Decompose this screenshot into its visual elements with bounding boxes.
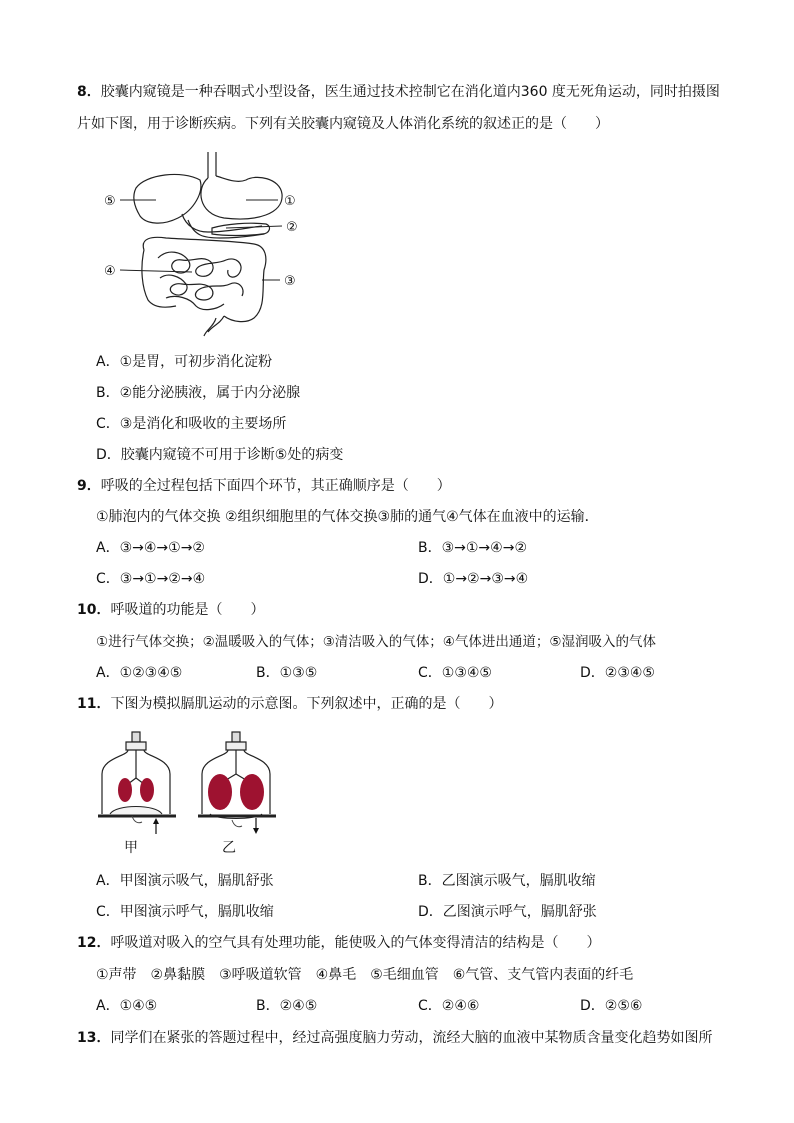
q11-number: 11．: [77, 696, 111, 712]
q9-option-b[interactable]: B．③→①→④→②: [418, 540, 527, 556]
q10-items: ①进行气体交换；②温暖吸入的气体；③清洁吸入的气体；④气体进出通道；⑤湿润吸入的气体: [96, 634, 657, 650]
figure-label-jia: 甲: [124, 840, 138, 856]
q13-number: 13．: [77, 1030, 111, 1046]
q13-stem: [77, 1028, 712, 1048]
q11-stem: [77, 694, 502, 714]
q12-option-a[interactable]: A．①④⑤: [96, 998, 158, 1014]
figure-label-yi: 乙: [222, 840, 236, 856]
q9-number: 9．: [77, 478, 101, 494]
diaphragm-model-figure: [98, 730, 278, 856]
q10-option-a[interactable]: A．①②③④⑤: [96, 665, 183, 681]
q11-option-d[interactable]: D．乙图演示呼气，膈肌舒张: [418, 904, 597, 920]
q9-items: ①肺泡内的气体交换 ②组织细胞里的气体交换③肺的通气④气体在血液中的运输．: [96, 509, 599, 525]
q8-option-d[interactable]: D．胶囊内窥镜不可用于诊断⑤处的病变: [96, 447, 344, 463]
digestive-system-figure: [96, 148, 326, 340]
q8-option-a[interactable]: A．①是胃，可初步消化淀粉: [96, 354, 273, 370]
q12-stem-text: 呼吸道对吸入的空气具有处理功能，能使吸入的气体变得清洁的结构是（ ）: [110, 935, 601, 951]
q8-number: 8．: [77, 84, 101, 100]
q8-stem-line2: 片如下图，用于诊断疾病。下列有关胶囊内窥镜及人体消化系统的叙述正的是（ ）: [77, 116, 609, 132]
q9-option-d[interactable]: D．①→②→③→④: [418, 571, 529, 587]
figure-label-5: ⑤: [104, 194, 116, 209]
q10-number: 10．: [77, 602, 111, 618]
q10-option-b[interactable]: B．①③⑤: [256, 665, 318, 681]
q11-stem-text: 下图为模拟膈肌运动的示意图。下列叙述中，正确的是（ ）: [110, 696, 503, 712]
q12-items: ①声带 ②鼻黏膜 ③呼吸道软管 ④鼻毛 ⑤毛细血管 ⑥气管、支气管内表面的纤毛: [96, 967, 634, 983]
figure-label-3: ③: [284, 274, 296, 289]
q8-option-b[interactable]: B．②能分泌胰液，属于内分泌腺: [96, 385, 301, 401]
q12-option-d[interactable]: D．②⑤⑥: [580, 998, 643, 1014]
q12-number: 12．: [77, 935, 111, 951]
q9-option-a[interactable]: A．③→④→①→②: [96, 540, 205, 556]
q9-stem: [77, 476, 451, 496]
q9-option-c[interactable]: C．③→①→②→④: [96, 571, 206, 587]
q10-stem-text: 呼吸道的功能是（ ）: [110, 602, 265, 618]
q10-option-d[interactable]: D．②③④⑤: [580, 665, 655, 681]
q8-stem-line1: [77, 82, 720, 102]
q12-stem: [77, 933, 600, 953]
q11-option-a[interactable]: A．甲图演示吸气，膈肌舒张: [96, 873, 274, 889]
q13-stem-text: 同学们在紧张的答题过程中，经过高强度脑力劳动，流经大脑的血液中某物质含量变化趋势如图所: [110, 1030, 713, 1046]
q8-stem-text1: 胶囊内窥镜是一种吞咽式小型设备，医生通过技术控制它在消化道内360 度无死角运动，同时拍摄图: [100, 84, 720, 100]
q11-option-b[interactable]: B．乙图演示吸气，膈肌收缩: [418, 873, 596, 889]
q11-option-c[interactable]: C．甲图演示呼气，膈肌收缩: [96, 904, 274, 920]
figure-label-2: ②: [286, 220, 298, 235]
q12-option-c[interactable]: C．②④⑥: [418, 998, 480, 1014]
q9-stem-text: 呼吸的全过程包括下面四个环节，其正确顺序是（ ）: [100, 478, 451, 494]
figure-label-4: ④: [104, 264, 116, 279]
figure-label-1: ①: [284, 194, 296, 209]
q12-option-b[interactable]: B．②④⑤: [256, 998, 318, 1014]
q10-option-c[interactable]: C．①③④⑤: [418, 665, 492, 681]
q10-stem: [77, 600, 264, 620]
q8-option-c[interactable]: C．③是消化和吸收的主要场所: [96, 416, 287, 432]
